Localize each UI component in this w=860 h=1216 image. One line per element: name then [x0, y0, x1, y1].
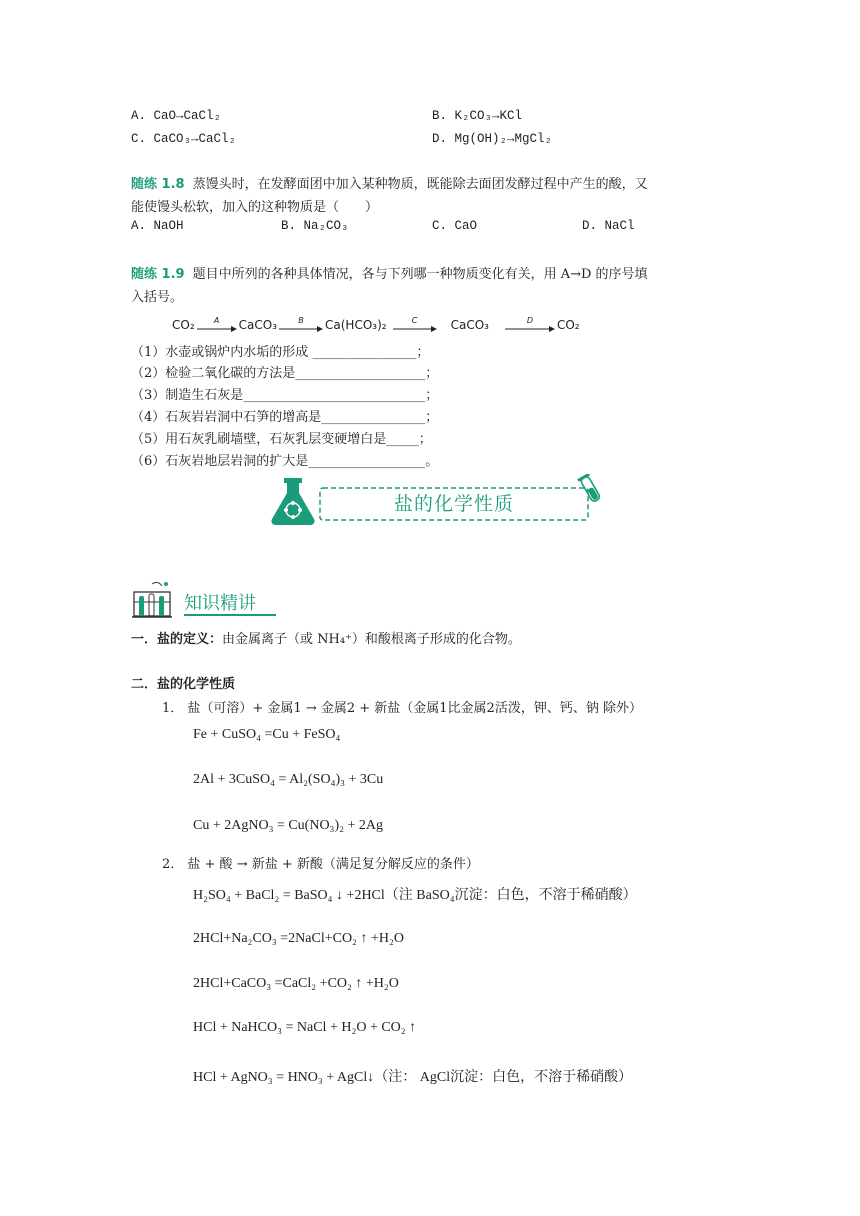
chain-cahco3: Ca(HCO₃)₂ [325, 318, 387, 332]
q17-option-c: C. CaCO₃→CaCl₂ [131, 132, 237, 146]
q19-stem-line1 [131, 263, 648, 282]
arrow-b-label: B [298, 316, 304, 325]
q19-text1: 题目中所列的各种具体情况，各与下列哪一种物质变化有关，用 A→D 的序号填 [192, 267, 648, 282]
q19-item-6: （6）石灰岩地层岩洞的扩大是__________________。 [131, 454, 439, 469]
q18-option-b: B. Na₂CO₃ [281, 219, 349, 233]
reaction-chain [172, 313, 580, 337]
arrow-a-label: A [213, 316, 220, 325]
arrow-b [279, 317, 323, 333]
q19-item-4: （4）石灰岩岩洞中石笋的增高是________________； [131, 410, 439, 425]
properties-heading: 二．盐的化学性质 [131, 677, 236, 692]
arrow-d-icon [505, 325, 555, 333]
q19-item-1: （1）水壶或锅炉内水垢的形成 ________________； [131, 345, 430, 360]
chain-caco3: CaCO₃ [238, 318, 278, 332]
definition-label: 一．盐的定义： [131, 632, 223, 647]
arrow-d-label: D [526, 316, 534, 325]
q18-tag: 随练 1.8 [131, 177, 185, 192]
q18-option-a: A. NaOH [131, 219, 184, 233]
q18-stem-line1 [131, 173, 648, 192]
q19-item-3: （3）制造生石灰是____________________________； [131, 388, 439, 403]
section-banner [262, 474, 602, 528]
q18-text1: 蒸馒头时，在发酵面团中加入某种物质，既能除去面团发酵过程中产生的酸，又 [192, 177, 648, 192]
knowledge-heading: 知识精讲 [184, 593, 256, 614]
chain-co2: CO₂ [172, 318, 195, 332]
equation-7: HCl + NaHCO₃ = NaCl + H₂O + CO₂ ↑ [193, 1020, 417, 1035]
equation-2: 2Al + 3CuSO₄ = Al₂(SO₄)₃ + 3Cu [193, 772, 384, 787]
arrow-a [197, 317, 237, 333]
arrow-c-label: C [411, 316, 418, 325]
q19-text2: 入括号。 [131, 290, 184, 305]
chain-caco3-b: CaCO₃ [450, 318, 489, 332]
q17-option-d: D. Mg(OH)₂→MgCl₂ [432, 132, 553, 146]
property-1: 1． 盐（可溶）+ 金属1 → 金属2 + 新盐（金属1比金属2活泼，钾、钙、钠 除外） [162, 701, 642, 716]
property-2: 2． 盐 + 酸 → 新盐 + 新酸（满足复分解反应的条件） [162, 857, 479, 872]
q19-item-2: （2）检验二氧化碳的方法是____________________； [131, 366, 439, 381]
equation-3: Cu + 2AgNO₃ = Cu(NO₃)₂ + 2Ag [193, 818, 383, 833]
arrow-b-icon [279, 325, 323, 333]
equation-1: Fe + CuSO₄ =Cu + FeSO₄ [193, 727, 341, 742]
heading-underline [184, 614, 276, 616]
equation-4: H₂SO₄ + BaCl₂ = BaSO₄ ↓ +2HCl（注 BaSO₄沉淀：白色，不溶于稀硝酸） [193, 888, 637, 903]
banner-title: 盐的化学性质 [393, 493, 514, 515]
arrow-d [505, 317, 555, 333]
q18-option-d: D. NaCl [582, 219, 635, 233]
knowledge-header [130, 580, 280, 620]
q19-item-5: （5）用石灰乳刷墙壁，石灰乳层变硬增白是_____； [131, 432, 432, 447]
definition-line [131, 628, 521, 647]
arrow-c [393, 317, 437, 333]
chain-co2-b: CO₂ [556, 318, 580, 332]
lab-equipment-icon [130, 580, 176, 620]
q17-option-a: A. CaO→CaCl₂ [131, 109, 222, 123]
equation-6: 2HCl+CaCO₃ =CaCl₂ +CO₂ ↑ +H₂O [193, 976, 399, 991]
arrow-c-icon [393, 325, 437, 333]
definition-text: 由金属离子（或 NH₄⁺）和酸根离子形成的化合物。 [222, 632, 521, 647]
equation-8: HCl + AgNO₃ = HNO₃ + AgCl↓（注： AgCl沉淀：白色，不溶于稀硝酸） [193, 1070, 633, 1085]
q17-option-b: B. K₂CO₃→KCl [432, 109, 523, 123]
arrow-a-icon [197, 325, 237, 333]
q18-option-c: C. CaO [432, 219, 478, 233]
equation-5: 2HCl+Na₂CO₃ =2NaCl+CO₂ ↑ +H₂O [193, 931, 404, 946]
q18-text2: 能使馒头松软，加入的这种物质是（ ） [131, 200, 379, 215]
q19-tag: 随练 1.9 [131, 267, 185, 282]
